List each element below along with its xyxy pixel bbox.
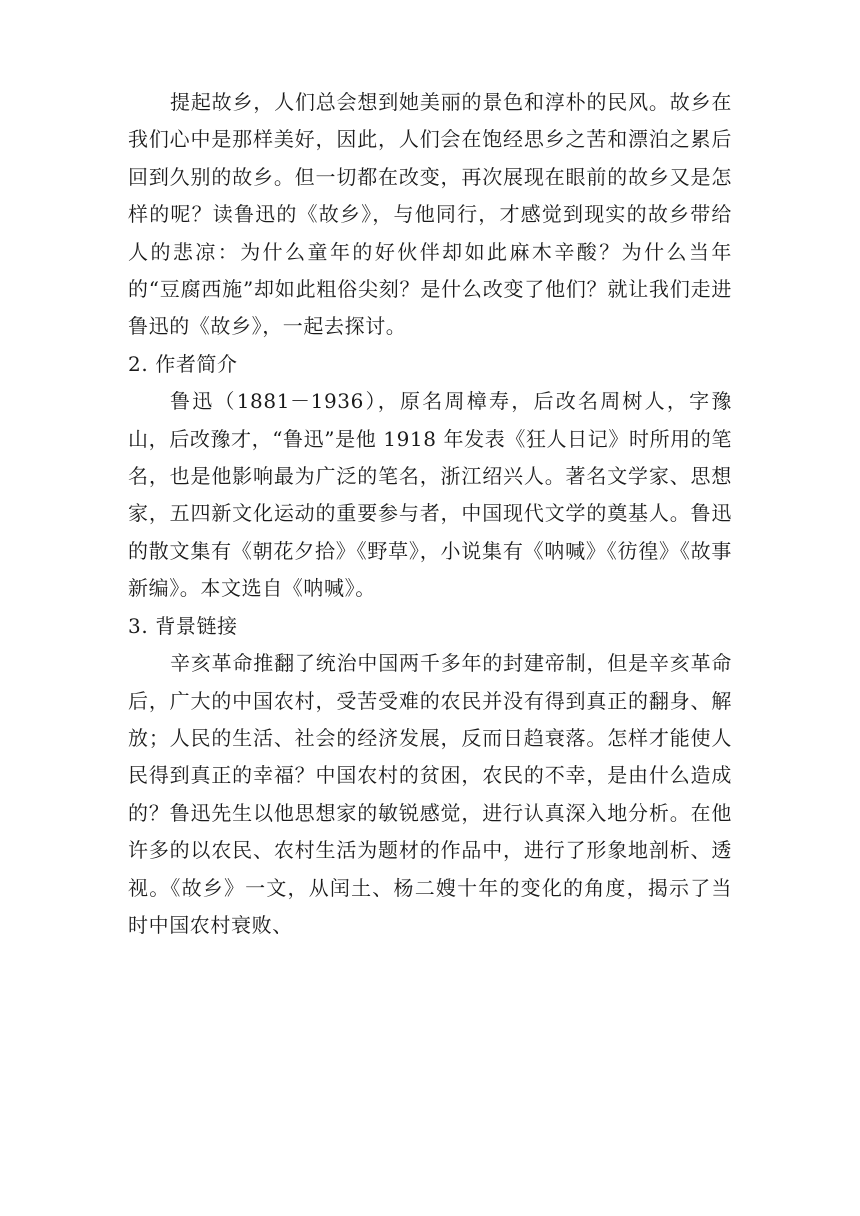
- background-paragraph: 辛亥革命推翻了统治中国两千多年的封建帝制，但是辛亥革命后，广大的中国农村，受苦受难的农民并没有得到真正的翻身、解放；人民的生活、社会的经济发展，反而日趋衰落。怎样才能使人民得到真正的幸福？中国农村的贫困，农民的不幸，是由什么造成的？鲁迅先生以他思想家的敏锐感觉，进行认真深入地分析。在他许多的以农民、农村生活为题材的作品中，进行了形象地剖析、透视。《故乡》一文，从闰土、杨二嫂十年的变化的角度，揭示了当时中国农村衰败、: [128, 651, 732, 937]
- section-heading-author: 2. 作者简介: [128, 351, 238, 376]
- section-heading-background: 3. 背景链接: [128, 613, 238, 638]
- document-body: [128, 84, 732, 944]
- author-paragraph: 鲁迅（1881－1936），原名周樟寿，后改名周树人，字豫山，后改豫才，“鲁迅”是他 1918 年发表《狂人日记》时所用的笔名，也是他影响最为广泛的笔名，浙江绍兴人。著名文学家、思想家，五四新文化运动的重要参与者，中国现代文学的奠基人。鲁迅的散文集有《朝花夕拾》《野草》，小说集有《呐喊》《彷徨》《故事新编》。本文选自《呐喊》。: [128, 389, 732, 601]
- intro-paragraph: 提起故乡，人们总会想到她美丽的景色和淳朴的民风。故乡在我们心中是那样美好，因此，人们会在饱经思乡之苦和漂泊之累后回到久别的故乡。但一切都在改变，再次展现在眼前的故乡又是怎样的呢？读鲁迅的《故乡》，与他同行，才感觉到现实的故乡带给人的悲凉：为什么童年的好伙伴却如此麻木辛酸？为什么当年的“豆腐西施”却如此粗俗尖刻？是什么改变了他们？就让我们走进鲁迅的《故乡》，一起去探讨。: [128, 90, 732, 339]
